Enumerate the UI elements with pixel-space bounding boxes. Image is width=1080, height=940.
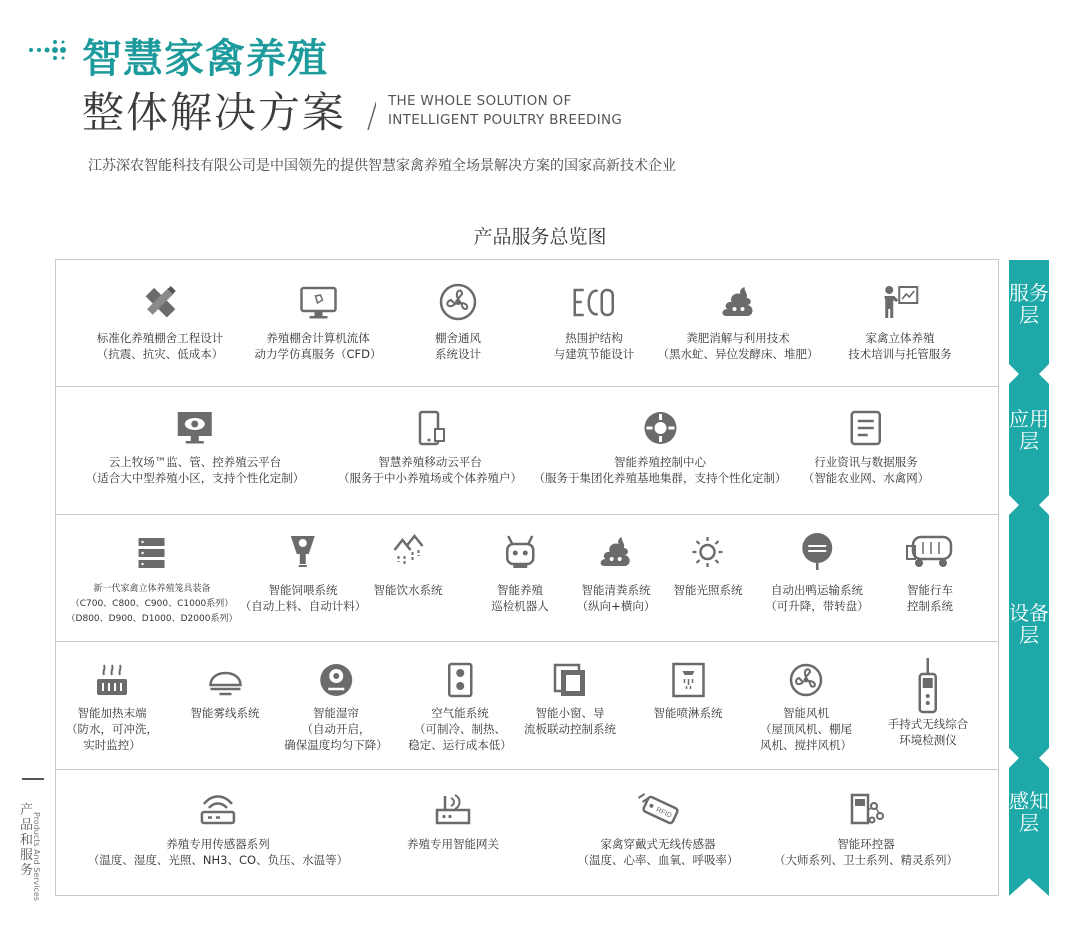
device-item	[191, 661, 260, 721]
fan-icon	[438, 282, 478, 322]
robot-icon	[502, 532, 538, 572]
device-item-label: 手持式无线综合	[887, 717, 969, 731]
device-item	[654, 661, 723, 721]
application-item	[86, 410, 305, 486]
perception-item-label: 养殖专用传感器系列	[166, 837, 270, 851]
ruler-pencil-icon	[140, 282, 180, 322]
feeder-icon	[285, 532, 321, 572]
device-item-detail: （防水，可冲洗，	[66, 722, 158, 736]
row-divider	[55, 641, 999, 642]
device-item-label: 智能风机	[783, 706, 829, 720]
english-title-line2: INTELLIGENT POULTRY BREEDING	[388, 112, 623, 128]
application-item-label: 智慧养殖移动云平台	[378, 455, 482, 469]
device-item	[760, 661, 852, 753]
device-item	[524, 661, 616, 737]
device-item-detail: 稳定、运行成本低）	[408, 738, 512, 752]
device-item-label: 智能饮水系统	[373, 583, 443, 597]
manure-icon	[598, 532, 634, 572]
device-item-label: 智能饲喂系统	[268, 583, 338, 597]
device-item-label: 智能加热末端	[77, 706, 147, 720]
application-item-label: 行业资讯与数据服务	[814, 455, 918, 469]
layer-label-device: 设备层	[1009, 601, 1049, 647]
device-item	[240, 532, 367, 614]
layer-label-application: 应用层	[1009, 407, 1049, 453]
perception-item-detail: （温度、心率、血氧、呼吸率）	[577, 853, 739, 867]
application-item-detail: （服务于集团化养殖基地集群，支持个性化定制）	[533, 471, 787, 485]
application-item	[534, 410, 787, 486]
device-item-detail: 控制系统	[907, 599, 953, 613]
device-item-detail: （D800、D900、D1000、D2000系列）	[66, 614, 238, 624]
service-item-label: 养殖棚舍计算机流体	[266, 331, 370, 345]
english-title-line1: THE WHOLE SOLUTION OF	[388, 93, 572, 109]
perception-item	[578, 792, 739, 868]
page-title-line2: 整体解决方案	[82, 88, 347, 137]
device-item-label: 智能湿帘	[313, 706, 359, 720]
service-item-detail: （黑水虻、异位发酵床、堆肥）	[657, 347, 819, 361]
service-item	[255, 282, 382, 362]
overview-title: 产品服务总览图	[473, 226, 607, 248]
perception-item-label: 养殖专用智能网关	[407, 837, 499, 851]
device-item	[577, 532, 656, 614]
device-item-detail: 实时监控）	[83, 738, 141, 752]
device-item-detail: 流板联动控制系统	[524, 722, 616, 736]
side-label-bar	[22, 778, 44, 780]
device-item	[67, 532, 238, 627]
window-icon	[552, 661, 588, 699]
trainer-icon	[880, 282, 920, 322]
device-item	[491, 532, 549, 614]
application-item-detail: （智能农业网、水禽网）	[802, 471, 930, 485]
device-item-label: 新一代家禽立体养殖笼具装备	[93, 584, 211, 594]
layer-label-service: 服务层	[1009, 281, 1049, 327]
device-item-detail: （可制冷、制热、	[414, 722, 506, 736]
application-item-label: 智能养殖控制中心	[614, 455, 706, 469]
document-icon	[847, 410, 885, 446]
fan-icon	[788, 661, 824, 699]
perception-item-label: 家禽穿戴式无线传感器	[600, 837, 716, 851]
mobile-icon	[411, 410, 449, 446]
perception-item-detail: （温度、湿度、光照、NH3、CO、负压、水温等）	[87, 853, 349, 867]
device-item-label: 自动出鸭运输系统	[771, 583, 863, 597]
service-item-label: 家禽立体养殖	[865, 331, 935, 345]
device-item	[284, 661, 388, 753]
cage-stack-icon	[134, 532, 170, 572]
company-description: 江苏深农智能科技有限公司是中国领先的提供智慧家禽养殖全场景解决方案的国家高新技术企业	[88, 158, 676, 174]
device-item-detail: （纵向+横向）	[576, 599, 656, 613]
device-item-detail: （自动开启，	[301, 722, 371, 736]
device-item	[674, 532, 743, 598]
layer-label-perception: 感知层	[1009, 789, 1049, 835]
device-item-label: 智能小窗、导	[535, 706, 605, 720]
service-item-detail: 技术培训与托管服务	[848, 347, 952, 361]
wireless-sensor-icon	[198, 792, 238, 826]
device-item	[408, 661, 512, 753]
controller-icon	[846, 792, 886, 826]
vehicle-icon	[905, 532, 955, 572]
device-item	[905, 532, 955, 614]
device-item-detail: （可升降，带转盘）	[765, 599, 869, 613]
application-item-detail: （适合大中型养殖小区，支持个性化定制）	[85, 471, 305, 485]
device-item-label: 智能清粪系统	[581, 583, 651, 597]
service-item-detail: 系统设计	[435, 347, 481, 361]
english-title	[388, 92, 622, 130]
heater-icon	[94, 661, 130, 699]
manure-icon	[718, 282, 758, 322]
eye-monitor-icon	[176, 410, 214, 446]
device-item-label: 智能养殖	[497, 583, 543, 597]
device-item-label: 智能雾线系统	[190, 706, 260, 720]
perception-item	[88, 792, 348, 868]
row-divider	[55, 769, 999, 770]
control-center-icon	[641, 410, 679, 446]
service-item-label: 棚舍通风	[435, 331, 481, 345]
page-title: 智慧家禽养殖	[82, 36, 328, 82]
handheld-icon	[913, 656, 943, 714]
sun-icon	[690, 532, 726, 572]
title-divider	[362, 90, 376, 130]
transport-icon	[799, 532, 835, 572]
router-icon	[433, 792, 473, 826]
device-item-label: 智能喷淋系统	[653, 706, 723, 720]
row-divider	[55, 386, 999, 387]
device-item-detail: （屋顶风机、棚尾	[760, 722, 852, 736]
device-item	[66, 661, 158, 753]
application-item-label: 云上牧场™监、管、控养殖云平台	[108, 455, 282, 469]
perception-item-detail: （大师系列、卫士系列、精灵系列）	[774, 853, 958, 867]
monitor-icon	[298, 282, 338, 322]
service-item	[658, 282, 819, 362]
device-item	[888, 656, 969, 748]
service-item	[554, 282, 635, 362]
device-item-detail: （自动上料、自动计料）	[239, 599, 367, 613]
service-item-label: 标准化养殖棚舍工程设计	[96, 331, 224, 345]
device-item-label: 智能光照系统	[673, 583, 743, 597]
device-item-detail: （C700、C800、C900、C1000系列）	[70, 599, 234, 609]
curtain-icon	[318, 661, 354, 699]
side-label-cn: 产品和服务	[20, 803, 34, 878]
rfid-tag-icon	[634, 792, 682, 826]
dots-logo-icon	[28, 38, 68, 62]
dome-lamp-icon	[207, 661, 243, 699]
service-item	[848, 282, 952, 362]
row-divider	[55, 514, 999, 515]
application-item-detail: （服务于中小养殖场或个体养殖户）	[338, 471, 522, 485]
service-item-detail: 与建筑节能设计	[553, 347, 635, 361]
perception-item-label: 智能环控器	[837, 837, 895, 851]
shower-icon	[670, 661, 706, 699]
perception-item	[774, 792, 958, 868]
device-item-detail: 环境检测仪	[899, 733, 957, 747]
service-item-label: 粪肥消解与利用技术	[686, 331, 790, 345]
service-item-detail: 动力学仿真服务（CFD）	[254, 347, 382, 361]
device-item	[765, 532, 869, 614]
device-item	[374, 532, 443, 598]
device-item-detail: 巡检机器人	[491, 599, 549, 613]
side-label-en: Products And Services	[32, 812, 41, 901]
device-item-label: 智能行车	[907, 583, 953, 597]
service-item	[435, 282, 481, 362]
device-item-detail: 确保温度均匀下降）	[284, 738, 388, 752]
application-item	[338, 410, 522, 486]
device-item-label: 空气能系统	[431, 706, 489, 720]
air-unit-icon	[442, 661, 478, 699]
service-item-detail: （抗震、抗灾、低成本）	[96, 347, 224, 361]
water-drop-icon	[390, 532, 426, 572]
service-item-label: 热围护结构	[565, 331, 623, 345]
service-item	[97, 282, 224, 362]
svg-text:RFID: RFID	[654, 806, 673, 820]
eco-icon	[572, 282, 616, 322]
application-item	[803, 410, 930, 486]
perception-item	[407, 792, 499, 852]
device-item-detail: 风机、搅拌风机）	[760, 738, 852, 752]
